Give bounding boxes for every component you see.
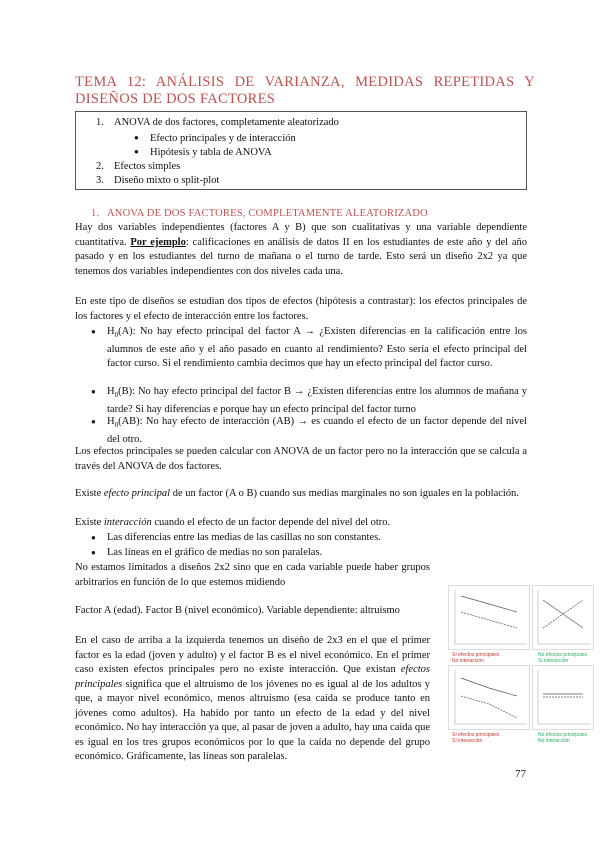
figure-no-effects xyxy=(532,665,594,730)
series-line xyxy=(461,612,517,628)
series-line xyxy=(461,596,517,612)
line-chart xyxy=(449,586,529,649)
hypothesis-b: ● $H_0(B)$: No hay efecto principal del factor B → ¿Existen diferencias entre los alumnos de mañana y tarde? Si hay diferencias e porque hay un efecto principal del factor turno xyxy=(91,386,527,415)
toc-subitem: ● Hipótesis y tabla de ANOVA xyxy=(134,147,272,158)
figure-main-effects-interaction xyxy=(448,665,530,730)
table-of-contents xyxy=(75,111,527,190)
bullet-icon: ● xyxy=(134,132,139,142)
bullet-icon: ● xyxy=(91,533,96,542)
figure-main-effects-no-interaction xyxy=(448,585,530,650)
page-number: 77 xyxy=(515,768,526,780)
figure-caption: No efectos principales Sí interacción xyxy=(538,652,588,664)
hypothesis-a: ● $H_0(A)$: No hay efecto principal del factor A → ¿Existen diferencias en la calificación entre los alumnos de este año y el año pasado en cuanto al rendimiento? Esto sería el efecto principal del factor curso. Si el rendimiento cambia decimos que hay un efecto principal del factor curso. xyxy=(91,326,527,370)
bullet-icon: ● xyxy=(91,417,96,426)
paragraph-main-effect: Existe efecto principal de un factor (A o B) cuando sus medias marginales no son iguales en la población. xyxy=(75,488,519,499)
toc-item: 1. ANOVA de dos factores, completamente aleatorizado xyxy=(96,117,339,128)
paragraph-factors: Factor A (edad). Factor B (nivel económico). Variable dependiente: altruismo xyxy=(75,605,400,616)
paragraph-example: En el caso de arriba a la izquierda tenemos un diseño de 2x3 en el que el primer factor es la edad (joven y adulto) y el factor B es el nivel económico. En el primer caso existen efectos principales pero no existe interacción. Que existan efectos principales significa que el altruismo de los jóvenes no es igual al de los adultos y que, a mayor nivel económico, menos altruismo (esa caída se produce tanto en jóvenes como adultos). Ha habido por tanto un efecto de la edad y del nivel económico. No hay interacción ya que, al pasar de joven a adulto, hay una caída que es igual en los tres grupos económicos por lo que la caída no depende del grupo económico. Gráficamente, las líneas son paralelas. xyxy=(75,635,430,762)
page-title: TEMA 12: ANÁLISIS DE VARIANZA, MEDIDAS REPETIDAS Y DISEÑOS DE DOS FACTORES xyxy=(75,74,535,107)
toc-subitem: ● Efecto principales y de interacción xyxy=(134,132,296,144)
bullet-icon: ● xyxy=(91,327,96,336)
section-heading: 1. ANOVA DE DOS FACTORES, COMPLETAMENTE ALEATORIZADO xyxy=(91,208,428,219)
series-line xyxy=(461,678,517,696)
line-chart xyxy=(449,666,529,729)
list-item: ● Las diferencias entre las medias de las casillas no son constantes. xyxy=(91,531,527,546)
list-item: ● Las líneas en el gráfico de medias no son paralelas. xyxy=(91,546,527,561)
paragraph-calc: Los efectos principales se pueden calcular con ANOVA de un factor pero no la interacción que se calcula a través del ANOVA de dos factores. xyxy=(75,446,527,472)
paragraph-effects: En este tipo de diseños se estudian dos tipos de efectos (hipótesis a contrastar): los efectos principales de los factores y el efecto de interacción entre los factores. xyxy=(75,296,527,322)
figure-caption: No efectos principales No interacción xyxy=(538,732,588,744)
bullet-icon: ● xyxy=(91,387,96,396)
figure-caption: Sí efectos principales No interacción xyxy=(452,652,500,664)
figure-no-main-effects-interaction xyxy=(532,585,594,650)
bullet-icon: ● xyxy=(134,147,139,156)
toc-item: 3. Diseño mixto o split-plot xyxy=(96,175,220,186)
line-chart xyxy=(533,666,593,729)
line-chart xyxy=(533,586,593,649)
paragraph-arbitrary-groups: No estamos limitados a diseños 2x2 sino que en cada variable puede haber grupos arbitrarios en función de lo que estemos midiendo xyxy=(75,562,430,588)
paragraph-interaction: Existe interacción cuando el efecto de un factor depende del nivel del otro. xyxy=(75,517,391,528)
series-line xyxy=(461,696,517,718)
figure-caption: Sí efectos principales Sí interacción xyxy=(452,732,500,744)
bullet-icon: ● xyxy=(91,548,96,557)
toc-item: 2. Efectos simples xyxy=(96,160,181,172)
paragraph-intro: Hay dos variables independientes (factores A y B) que son cualitativas y una variable dependiente cuantitativa. Por ejemplo: calificaciones en análisis de datos II en los estudiantes de este año y del año pasado y en los estudiantes del turno de mañana o el turno de tarde. Esto será un diseño 2x2 ya que tenemos dos variables independientes con dos niveles cada una. xyxy=(75,222,527,277)
hypothesis-ab: ● $H_0(AB)$: No hay efecto de interacción (AB) → es cuando el efecto de un factor depende del nivel del otro. xyxy=(91,416,527,445)
